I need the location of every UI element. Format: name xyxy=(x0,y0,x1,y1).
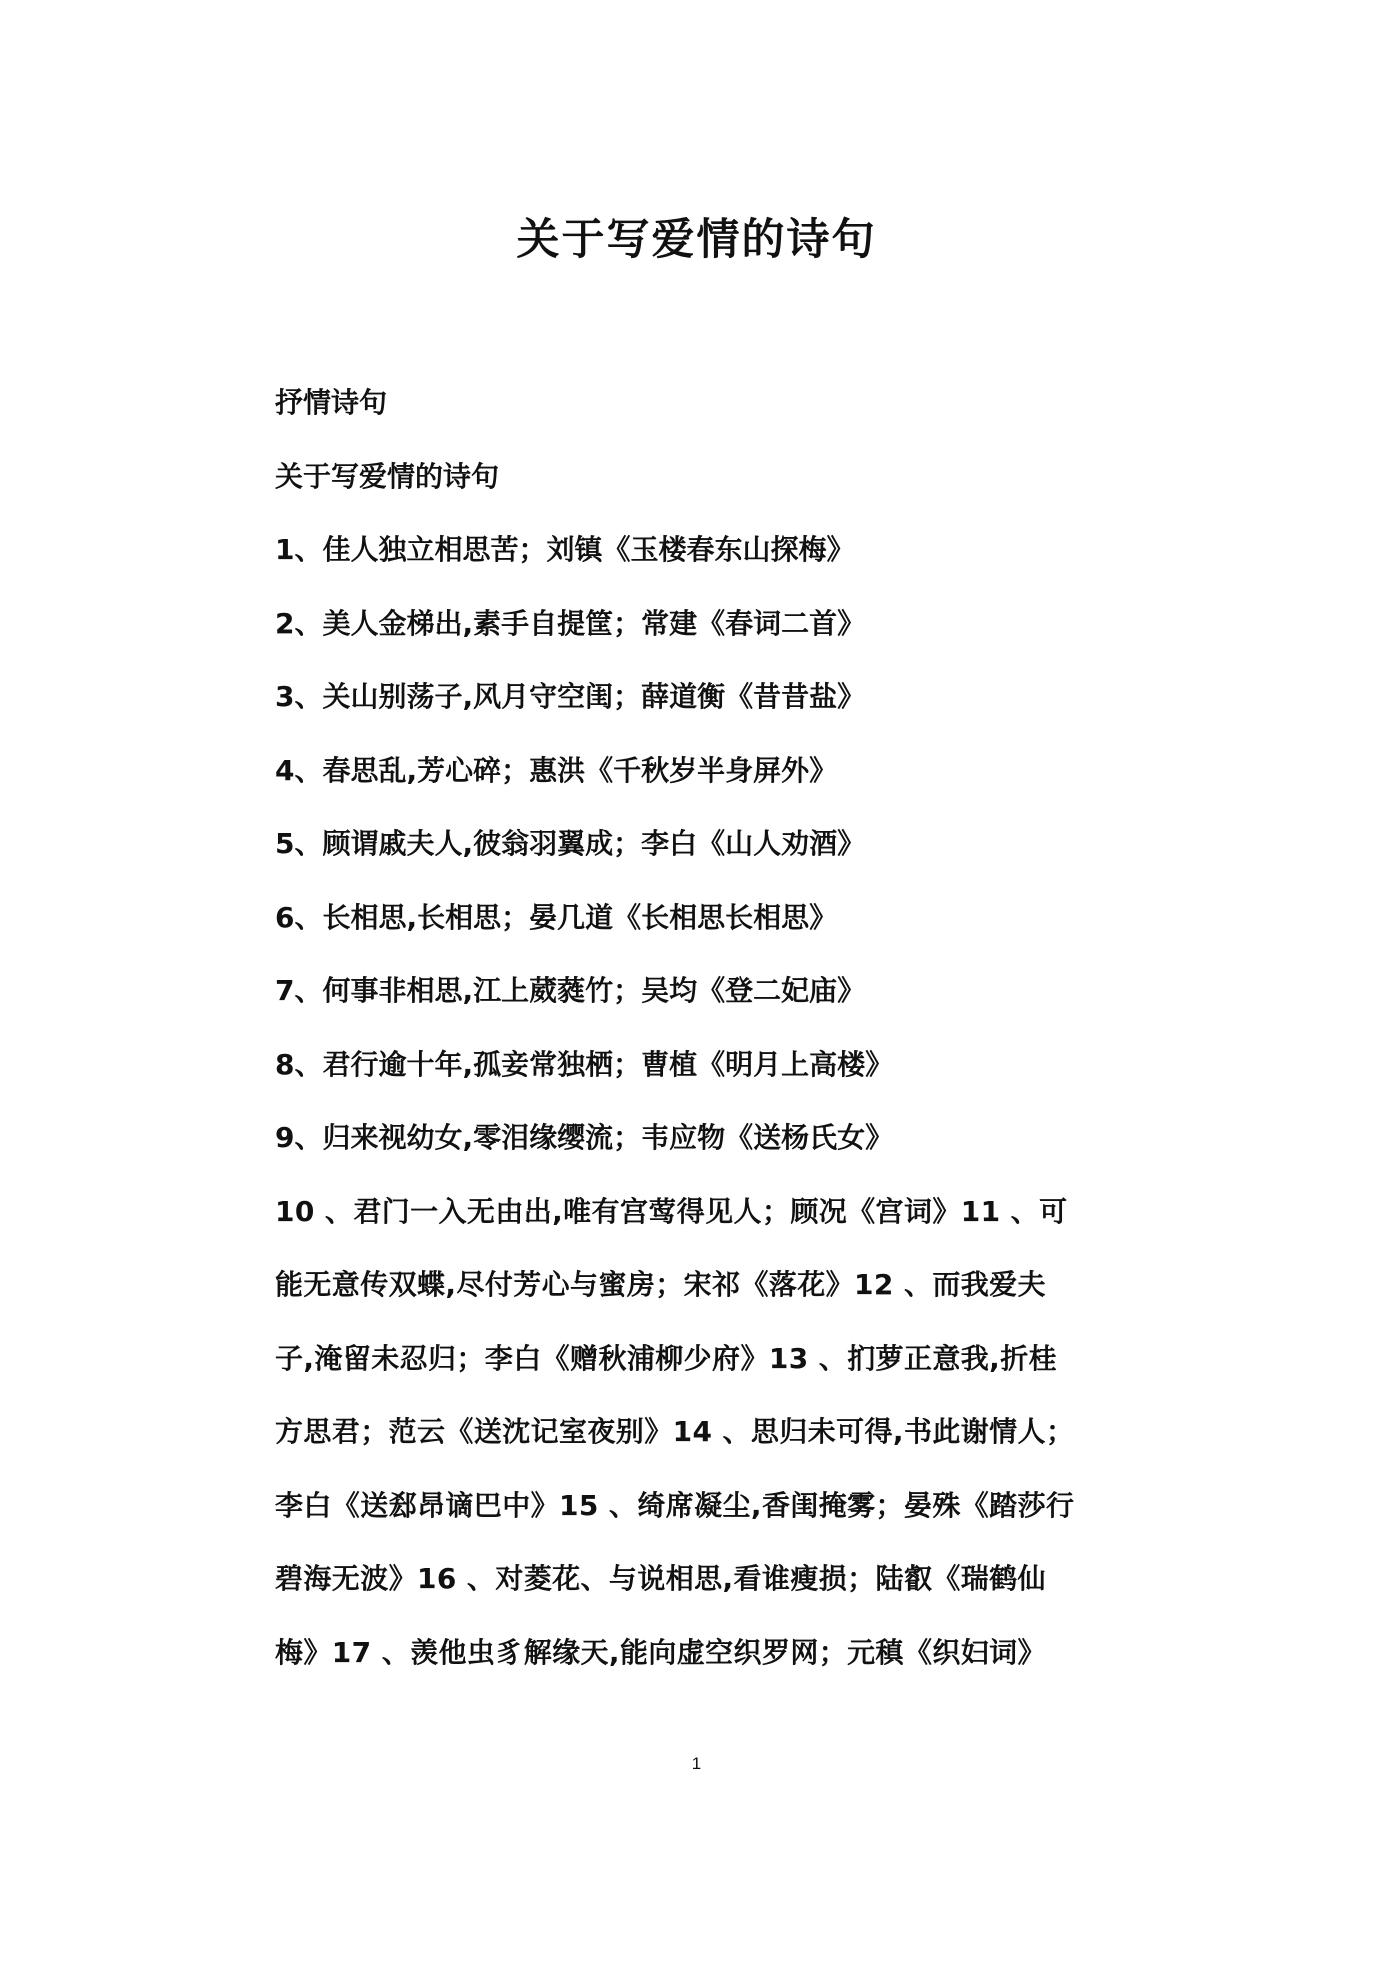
poem-item: 4、春思乱,芳心碎；惠洪《千秋岁半身屏外》 xyxy=(275,753,838,787)
poem-item: 5、顾谓戚夫人,彼翁羽翼成；李白《山人劝酒》 xyxy=(275,827,866,860)
section-heading: 关于写爱情的诗句 xyxy=(275,459,500,493)
page-title: 关于写爱情的诗句 xyxy=(516,215,877,265)
poem-item: 1、佳人独立相思苦；刘镇《玉楼春东山探梅》 xyxy=(275,533,855,566)
document-body xyxy=(275,366,1075,1689)
poem-item: 2、美人金梯出,素手自提筐；常建《春词二首》 xyxy=(275,606,866,640)
poem-item: 6、长相思,长相思；晏几道《长相思长相思》 xyxy=(275,900,838,934)
poem-item: 9、归来视幼女,零泪缘缨流；韦应物《送杨氏女》 xyxy=(275,1121,894,1154)
poem-item: 7、何事非相思,江上葳蕤竹；吴均《登二妃庙》 xyxy=(275,974,866,1007)
poem-item: 3、关山别荡子,风月守空闺；薛道衡《昔昔盐》 xyxy=(275,680,866,713)
page-number: 1 xyxy=(691,1754,702,1773)
poem-paragraph: 10 、君门一入无由出,唯有宫莺得见人；顾况《宫词》11 、可能无意传双蝶,尽付芳心与蜜房；宋祁《落花》12 、而我爱夫子,淹留未忍归；李白《赠秋浦柳少府》13 、扪萝正意我,折桂方思君；范云《送沈记室夜别》14 、思归未可得,书此谢情人；李白《送郄昂谪巴中》15 、绮席凝尘,香闺掩雾；晏殊《踏莎行碧海无波》16 、对菱花、与说相思,看谁瘦损；陆叡《瑞鹤仙梅》17 、羡他虫豸解缘天,能向虚空织罗网；元稹《织妇词》 xyxy=(275,1194,1075,1669)
section-subtitle: 抒情诗句 xyxy=(275,386,388,419)
poem-item: 8、君行逾十年,孤妾常独栖；曹植《明月上高楼》 xyxy=(275,1047,894,1081)
